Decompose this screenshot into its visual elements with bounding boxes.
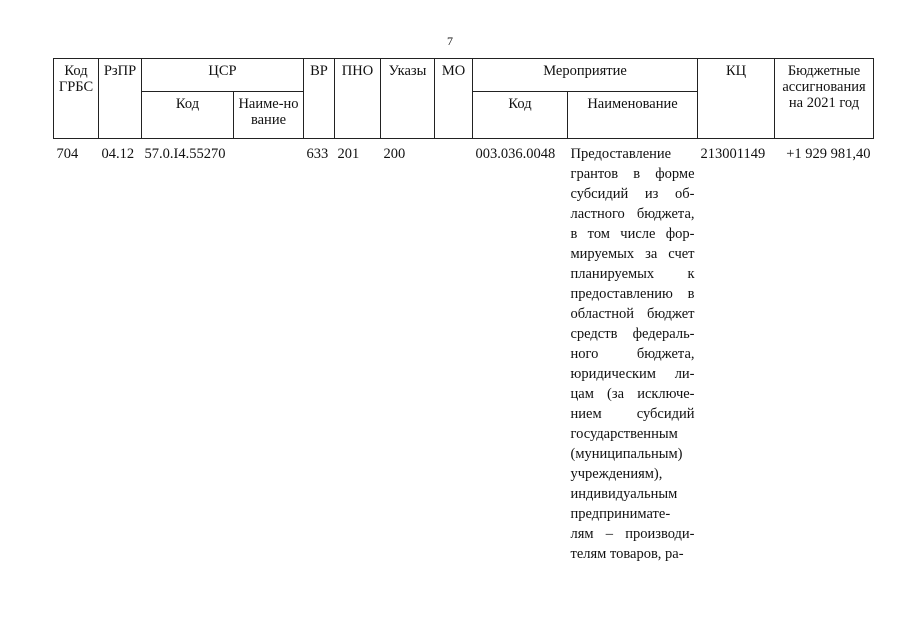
cell-amount: +1 929 981,40 [786, 146, 871, 162]
header-pno: ПНО [335, 59, 381, 139]
cell-csr-name [234, 139, 304, 565]
description-line: мируемых за счет [570, 246, 695, 262]
description-line: ного бюджета, [570, 346, 695, 362]
description-line: учреждениям), [570, 466, 663, 482]
cell-rzpr: 04.12 [101, 146, 135, 162]
description-line: субсидий из об- [570, 186, 695, 202]
description-line: областной бюджет [570, 306, 695, 322]
description-line: ластного бюджета, [570, 206, 695, 222]
description-line: планируемых к [570, 266, 695, 282]
table-row [54, 139, 874, 565]
description-line: предоставлению в [570, 286, 695, 302]
description-line: индивидуальным [570, 486, 678, 502]
header-mer-kod: Код [473, 92, 568, 139]
cell-kc: 213001149 [700, 146, 766, 162]
cell-mer-name [568, 139, 698, 565]
description-line: (муниципальным) [570, 446, 683, 462]
header-kc: КЦ [698, 59, 775, 139]
cell-vr: 633 [306, 146, 329, 162]
description-line: средств федераль- [570, 326, 695, 342]
header-meropriyatie: Мероприятие [473, 59, 698, 92]
cell-kod-grbs: 704 [56, 146, 79, 162]
description-line: предпринимате- [570, 506, 671, 522]
budget-table [53, 58, 874, 564]
description-line: юридическим ли- [570, 366, 695, 382]
description-line: грантов в форме [570, 166, 695, 182]
header-mo: МО [435, 59, 473, 139]
description-line: телям товаров, ра- [570, 546, 684, 562]
header-kod-grbs: Код ГРБС [54, 59, 99, 139]
header-csr-name-text: Наиме-нование [238, 96, 299, 128]
header-csr: ЦСР [142, 59, 304, 92]
cell-mer-kod: 003.036.0048 [475, 146, 556, 162]
description-line: в том числе фор- [570, 226, 695, 242]
header-budget: Бюджетные ассигнования на 2021 год [775, 59, 874, 139]
cell-pno: 201 [337, 146, 360, 162]
cell-mo [435, 139, 473, 565]
header-row-top [54, 59, 874, 92]
page-number: 7 [447, 34, 453, 48]
header-ukazy: Указы [381, 59, 435, 139]
header-rzpr: РзПР [99, 59, 142, 139]
header-mer-name: Наименование [568, 92, 698, 139]
cell-csr-kod: 57.0.I4.55270 [144, 146, 226, 162]
header-csr-name [234, 92, 304, 139]
header-vr: ВР [304, 59, 335, 139]
description-line: нием субсидий [570, 406, 695, 422]
description-line: Предоставление [570, 146, 672, 162]
description-line: государственным [570, 426, 678, 442]
cell-ukazy: 200 [383, 146, 406, 162]
description-line: цам (за исключе- [570, 386, 695, 402]
description-line: лям – производи- [570, 526, 695, 542]
header-csr-kod: Код [142, 92, 234, 139]
